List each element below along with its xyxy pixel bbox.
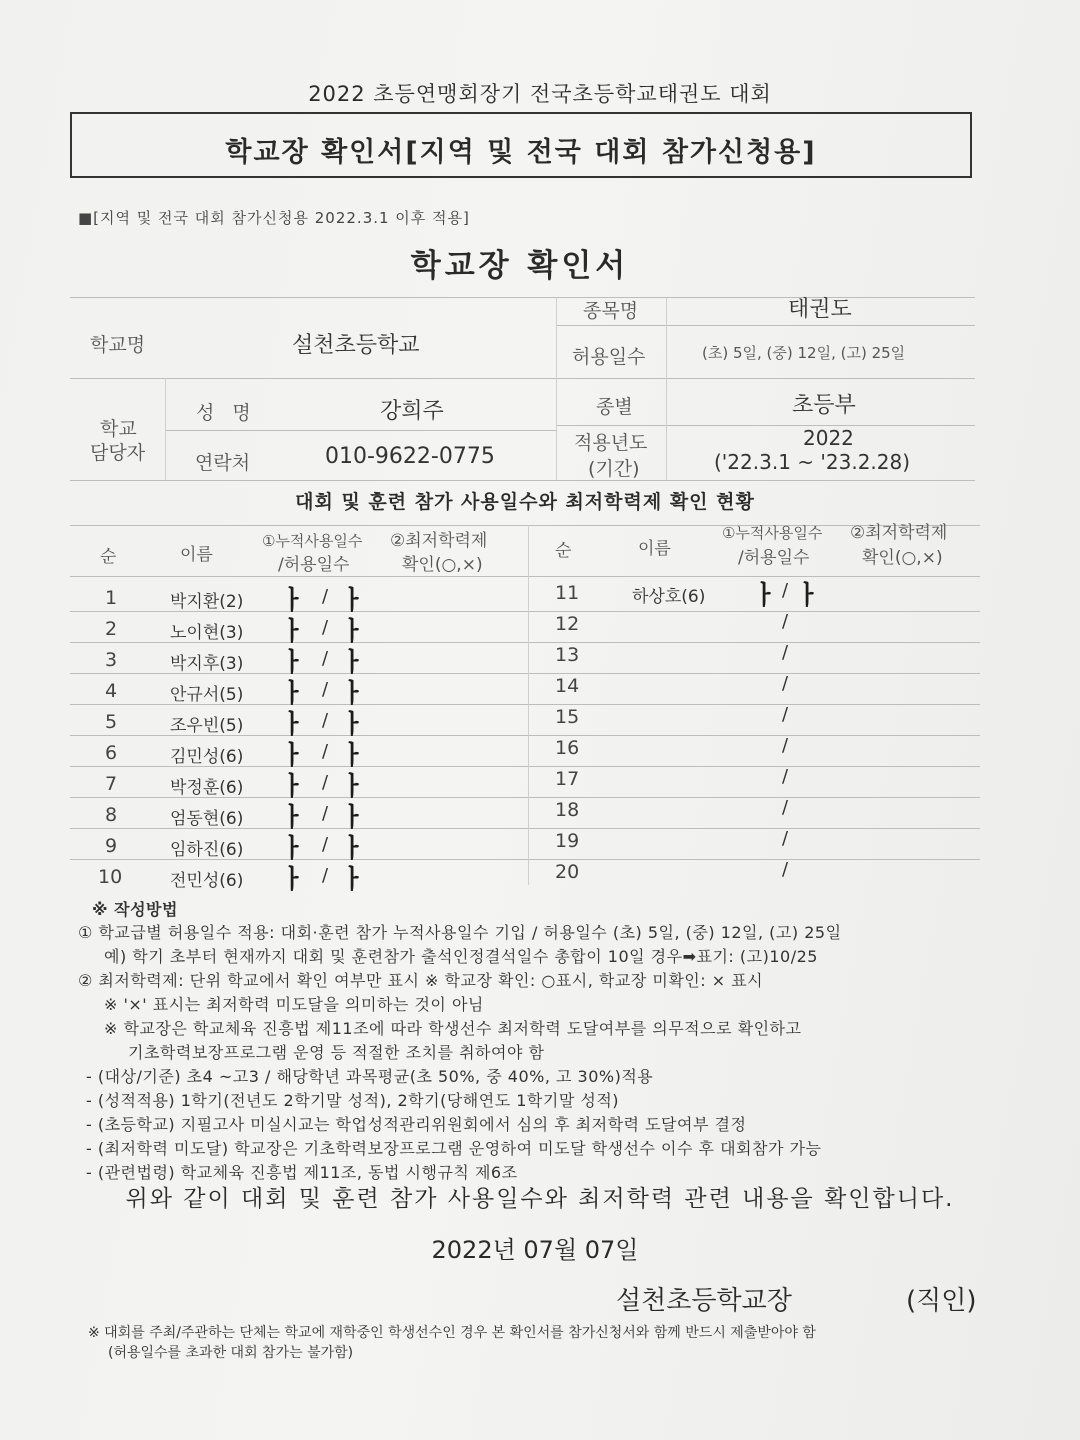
slash: / [322, 865, 329, 886]
header-min-confirm-right: 확인(○,×) [862, 548, 943, 568]
slash: / [782, 580, 789, 601]
allowed-days: ㅏ [340, 586, 366, 616]
confirmation-statement: 위와 같이 대회 및 훈련 참가 사용일수와 최저학력 관련 내용을 확인합니다. [125, 1186, 955, 1212]
event-label: 종목명 [583, 300, 639, 322]
header-name-right: 이름 [638, 539, 671, 559]
row-number: 9 [105, 835, 118, 857]
year-value: 2022 [803, 426, 854, 450]
used-days: ㅏ [280, 865, 306, 895]
application-notice: ■[지역 및 전국 대회 참가신청용 2022.3.1 이후 적용] [78, 209, 470, 227]
principal-name: 설천초등학교장 [616, 1286, 792, 1316]
header-days: ①누적사용일수 [262, 532, 363, 550]
slash: / [782, 673, 789, 694]
allowed-days: ㅏ [340, 834, 366, 864]
used-days: ㅏ [280, 803, 306, 833]
header-days-allowed: /허용일수 [278, 555, 350, 575]
row-number: 17 [555, 768, 580, 790]
divider [165, 378, 166, 480]
row-number: 10 [98, 866, 123, 888]
event-value: 태권도 [788, 297, 852, 322]
used-days: ㅏ [280, 772, 306, 802]
student-name: 박정훈(6) [170, 778, 244, 798]
footnote-2: (허용일수를 초과한 대회 참가는 불가함) [108, 1345, 354, 1361]
used-days: ㅏ [280, 648, 306, 678]
student-name: 안규서(5) [170, 685, 244, 705]
slash: / [322, 772, 329, 793]
method-line: 기초학력보장프로그램 운영 등 적절한 조치를 취하여야 함 [128, 1043, 545, 1062]
method-line: - (대상/기준) 초4 ~고3 / 해당학년 과목평균(초 50%, 중 40%, 고 30%)적용 [86, 1067, 654, 1086]
student-name: 엄동현(6) [170, 809, 244, 829]
allowed-days: ㅏ [340, 648, 366, 678]
divider [70, 525, 980, 526]
slash: / [782, 611, 789, 632]
row-number: 6 [105, 742, 118, 764]
used-days: ㅏ [280, 741, 306, 771]
row-number: 18 [555, 799, 580, 821]
row-number: 15 [555, 706, 580, 728]
name-label: 성 명 [196, 402, 257, 424]
manager-label-2: 담당자 [90, 442, 146, 464]
method-line: ① 학교급별 허용일수 적용: 대회·훈련 참가 누적사용일수 기입 / 허용일수 (초) 5일, (중) 12일, (고) 25일 [78, 923, 842, 942]
slash: / [782, 735, 789, 756]
divider [70, 480, 975, 481]
used-days: ㅏ [280, 679, 306, 709]
divider [666, 297, 667, 480]
divider [528, 525, 529, 885]
header-no: 순 [100, 547, 117, 567]
method-line: ※ '×' 표시는 최저학력 미도달을 의미하는 것이 아님 [104, 995, 484, 1014]
footnote: ※ 대회를 주최/주관하는 단체는 학교에 재학중인 학생선수인 경우 본 확인서를 참가신청서와 함께 반드시 제출받아야 함 [88, 1325, 816, 1341]
title-box [70, 112, 972, 178]
slash: / [322, 679, 329, 700]
competition-title: 2022 초등연맹회장기 전국초등학교태권도 대회 [308, 82, 772, 106]
row-number: 20 [555, 861, 580, 883]
allowed-days-label: 허용일수 [572, 346, 646, 368]
method-line: ② 최저학력제: 단위 학교에서 확인 여부만 표시 ※ 학교장 확인: ○표시, 학교장 미확인: × 표시 [78, 971, 764, 990]
slash: / [782, 704, 789, 725]
student-name: 박지환(2) [170, 592, 244, 612]
student-name: 임하진(6) [170, 840, 244, 860]
name-value: 강희주 [380, 399, 444, 424]
slash: / [322, 710, 329, 731]
row-number: 12 [555, 613, 580, 635]
method-line: ※ 학교장은 학교체육 진흥법 제11조에 따라 학생선수 최저학력 도달여부를 의무적으로 확인하고 [104, 1019, 802, 1038]
manager-label: 학교 [100, 418, 137, 440]
header-min-academic: ②최저학력제 [390, 531, 488, 551]
slash: / [322, 803, 329, 824]
document-title: 학교장 확인서 [410, 248, 630, 284]
row-number: 1 [105, 587, 118, 609]
allowed-days: ㅏ [340, 710, 366, 740]
row-number: 19 [555, 830, 580, 852]
slash: / [782, 859, 789, 880]
header-no-right: 순 [555, 541, 572, 561]
allowed-days: ㅏ [340, 772, 366, 802]
slash: / [322, 741, 329, 762]
contact-label: 연락처 [195, 452, 251, 474]
method-line: - (최저학력 미도달) 학교장은 기초학력보장프로그램 운영하여 미도달 학생선수 이수 후 대회참가 가능 [86, 1139, 822, 1158]
official-seal: (직인) [906, 1286, 977, 1316]
allowed-days-value: (초) 5일, (중) 12일, (고) 25일 [702, 344, 906, 362]
slash: / [322, 834, 329, 855]
method-line: - (초등학교) 지필고사 미실시교는 학업성적관리위원회에서 심의 후 최저학력 도달여부 결정 [86, 1115, 747, 1134]
divider [556, 297, 557, 480]
slash: / [782, 797, 789, 818]
method-line: 예) 학기 초부터 현재까지 대회 및 훈련참가 출석인정결석일수 총합이 10일 경우➡표기: (고)10/25 [104, 947, 818, 966]
row-number: 13 [555, 644, 580, 666]
year-label: 적용년도 [574, 432, 648, 454]
row-number: 7 [105, 773, 118, 795]
category-label: 종별 [596, 396, 633, 418]
slash: / [322, 617, 329, 638]
slash: / [322, 586, 329, 607]
allowed-days: ㅏ [795, 581, 821, 611]
used-days: ㅏ [280, 617, 306, 647]
slash: / [782, 766, 789, 787]
row-number: 14 [555, 675, 580, 697]
section-title: 대회 및 훈련 참가 사용일수와 최저학력제 확인 현황 [295, 491, 755, 513]
row-number: 16 [555, 737, 580, 759]
student-name: 박지후(3) [170, 654, 244, 674]
method-line: - (성적적용) 1학기(전년도 2학기말 성적), 2학기(당해연도 1학기말 성적) [86, 1091, 620, 1110]
allowed-days: ㅏ [340, 865, 366, 895]
row-number: 3 [105, 649, 118, 671]
used-days: ㅏ [280, 834, 306, 864]
period-value: ('22.3.1 ~ '23.2.28) [714, 450, 911, 474]
row-number: 4 [105, 680, 118, 702]
slash: / [782, 642, 789, 663]
divider [70, 378, 975, 379]
divider [70, 576, 980, 577]
divider [165, 430, 556, 431]
slash: / [782, 828, 789, 849]
header-name: 이름 [180, 545, 213, 565]
student-name: 김민성(6) [170, 747, 244, 767]
allowed-days: ㅏ [340, 803, 366, 833]
period-label: (기간) [588, 458, 640, 480]
header-days-right: ①누적사용일수 [722, 524, 823, 542]
student-name: 조우빈(5) [170, 716, 244, 736]
divider [556, 425, 975, 426]
used-days: ㅏ [280, 710, 306, 740]
contact-value: 010-9622-0775 [325, 444, 495, 469]
row-number: 2 [105, 618, 118, 640]
method-heading: ※ 작성방법 [92, 900, 178, 919]
row-number: 5 [105, 711, 118, 733]
row-number: 11 [555, 582, 580, 604]
used-days: ㅏ [280, 586, 306, 616]
document-date: 2022년 07월 07일 [431, 1236, 639, 1264]
school-value: 설천초등학교 [292, 333, 420, 358]
allowed-days: ㅏ [340, 617, 366, 647]
header-min-confirm: 확인(○,×) [402, 555, 483, 575]
allowed-days: ㅏ [340, 679, 366, 709]
row-number: 8 [105, 804, 118, 826]
student-name: 하상호(6) [632, 587, 706, 607]
student-name: 노이현(3) [170, 623, 244, 643]
header-days-allowed-right: /허용일수 [738, 548, 810, 568]
method-line: - (관련법령) 학교체육 진흥법 제11조, 동법 시행규칙 제6조 [86, 1163, 518, 1182]
box-title: 학교장 확인서[지역 및 전국 대회 참가신청용] [225, 137, 817, 168]
student-name: 전민성(6) [170, 871, 244, 891]
used-days: ㅏ [752, 581, 778, 611]
slash: / [322, 648, 329, 669]
divider [556, 325, 975, 326]
allowed-days: ㅏ [340, 741, 366, 771]
category-value: 초등부 [792, 393, 856, 418]
school-label: 학교명 [90, 334, 146, 356]
header-min-academic-right: ②최저학력제 [850, 523, 948, 543]
